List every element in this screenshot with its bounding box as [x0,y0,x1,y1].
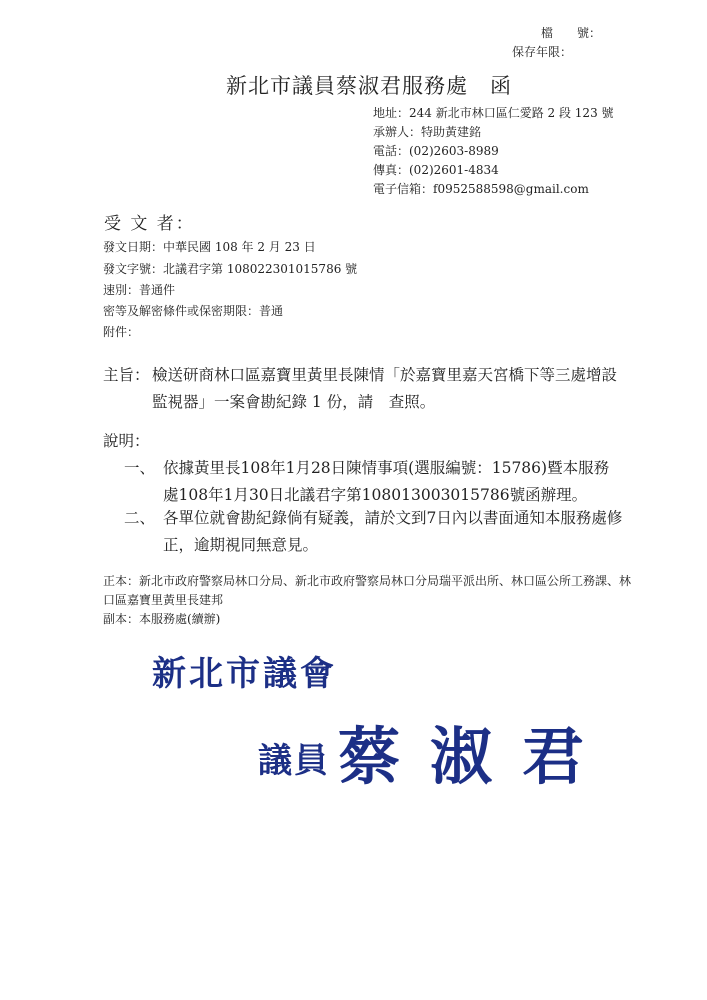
phone: 電話：(02)2603-8989 [373,144,499,158]
explanation-item-text: 依據黃里長108年1月28日陳情事項(選服編號：15786)暨本服務處108年1月30日北議君字第108013003015786號函辦理。 [163,459,610,504]
issue-date: 發文日期：中華民國 108 年 2 月 23 日 [103,240,316,254]
attachment: 附件： [103,325,140,339]
email: 電子信箱：f0952588598@gmail.com [373,182,589,196]
recipient-label: 受 文 者： [104,214,195,234]
fax: 傳真：(02)2601-4834 [373,163,499,177]
subject-text: 檢送研商林口區嘉寶里黃里長陳情「於嘉寶里嘉天宮橋下等三處增設監視器」一案會勘紀錄 1 份，請 查照。 [152,366,618,411]
subject-label: 主旨： [103,366,150,384]
explanation-label: 說明： [103,432,150,450]
explanation-item-text: 各單位就會勘紀錄倘有疑義，請於文到7日內以書面通知本服務處修正，逾期視同無意見。 [163,509,623,554]
retention-period-label: 保存年限： [512,45,573,59]
copy-recipients: 副本：本服務處(續辦) [103,612,221,626]
original-recipients: 正本：新北市政府警察局林口分局、新北市政府警察局林口分局瑞平派出所、林口區公所工務課、林口區嘉寶里黃里長建邦 [103,574,632,607]
document-number: 發文字號：北議君字第 108022301015786 號 [103,262,358,276]
stamp-title: 議員 [258,741,330,781]
stamp-council-name: 新北市議會 [152,654,337,694]
explanation-item-number: 二、 [124,509,156,527]
file-number-label: 檔 號： [541,26,602,40]
classification: 密等及解密條件或保密期限：普通 [103,304,284,318]
delivery-speed: 速別：普通件 [103,283,176,297]
handler: 承辦人：特助黃建銘 [373,125,482,139]
address: 地址：244 新北市林口區仁愛路 2 段 123 號 [373,106,614,120]
explanation-item-number: 一、 [124,459,156,477]
document-title: 新北市議員蔡淑君服務處 函 [226,74,512,98]
stamp-councilor-name: 蔡淑君 [338,720,615,793]
